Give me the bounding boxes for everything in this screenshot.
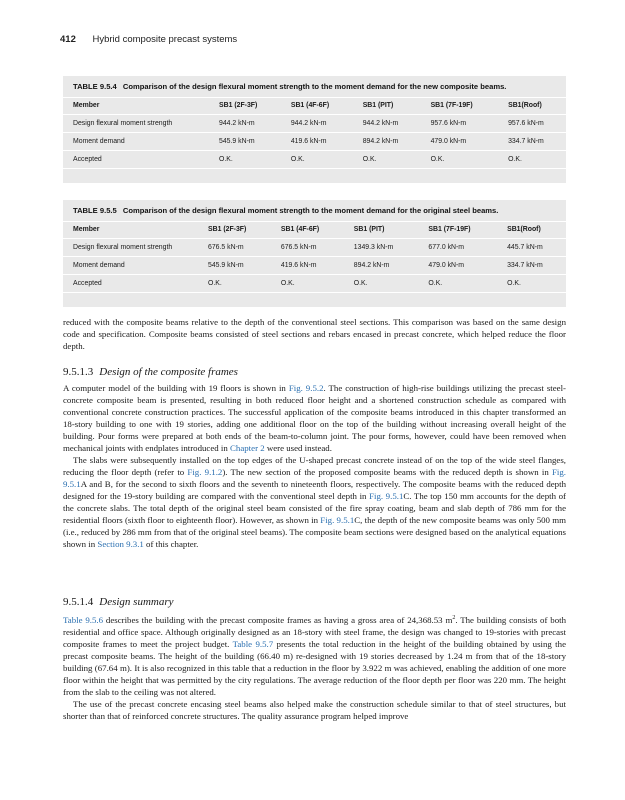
- chapter-link[interactable]: Chapter 2: [230, 443, 265, 453]
- table-cell: 479.0 kN-m: [421, 133, 499, 151]
- column-header: SB1 (2F-3F): [198, 222, 271, 239]
- text-run: presents the total reduction in the height of the building obtained by using the precast composite beams. The height of the building (66.40 m) re-designed with 19 stories decreased by 1.24 m from that of the 18-story building (67.64 m). It is also recognized in this table that a reduction in the floor by 3.922 m was achieved, enabling the addition of one more floor within the height that was permitted by the city regulations. The average reduction of the floor depth per floor was 220 mm. The height from the slab to the ceiling was not altered.: [63, 638, 566, 697]
- table-cell: 334.7 kN-m: [498, 133, 566, 151]
- table-cell: 419.6 kN-m: [271, 257, 344, 275]
- table-cell: O.K.: [198, 275, 271, 293]
- section-title: Design of the composite frames: [99, 366, 238, 378]
- figure-link[interactable]: Fig. 9.1.2: [187, 467, 223, 477]
- table-caption-text: Comparison of the design flexural moment strength to the moment demand for the original steel beams.: [122, 206, 499, 215]
- paragraph: [63, 454, 566, 550]
- column-header: SB1(Roof): [498, 98, 566, 115]
- text-run: The slabs were subsequently installed on the top edges of the U-shaped precast concrete instead of on the top of the wide steel flanges, reducing the floor depth (refer to: [63, 455, 566, 477]
- table-cell: O.K.: [271, 275, 344, 293]
- table-cell: O.K.: [344, 275, 419, 293]
- table-cell: O.K.: [353, 151, 421, 169]
- table-9-5-4: [63, 76, 566, 183]
- table-row: [63, 275, 566, 293]
- table-cell: 944.2 kN-m: [353, 115, 421, 133]
- column-header: SB1 (7F-19F): [418, 222, 497, 239]
- column-header: SB1(Roof): [497, 222, 566, 239]
- intro-paragraph-block: [63, 316, 566, 352]
- table-caption-text: Comparison of the design flexural moment strength to the moment demand for the new composite beams.: [122, 82, 507, 91]
- text-run: . The construction of high-rise buildings utilizing the precast steel-concrete composite beam is presented, resulting in both reduced floor height and a shortened construction schedule as compared with conventional concrete construction practices. The successful application of the composite beams introduced in this chapter transformed an 18-story building to one with 19 stories, adding one additional floor on the top of the building without increasing overall height of the building. Pour forms were prepared at both ends of the beam-to-column joint. The pour forms, however, could have been removed when mechanical joints with endplates introduced in: [63, 383, 566, 453]
- table-label: TABLE 9.5.5: [73, 206, 117, 215]
- table-cell: O.K.: [498, 151, 566, 169]
- section-title: Design summary: [99, 596, 174, 608]
- text-run: ). The new section of the proposed composite beams with the reduced depth is shown in: [222, 467, 552, 477]
- section-heading-9-5-1-4: [63, 596, 174, 608]
- table-cell: 545.9 kN-m: [209, 133, 281, 151]
- figure-link[interactable]: Fig. 9.5.1: [320, 515, 355, 525]
- table-cell: 894.2 kN-m: [344, 257, 419, 275]
- column-header: Member: [63, 222, 198, 239]
- table-cell: 676.5 kN-m: [198, 239, 271, 257]
- table-header-row: [63, 98, 566, 115]
- table-row: [63, 133, 566, 151]
- table-cell: Design flexural moment strength: [63, 239, 198, 257]
- paragraph: [63, 612, 566, 698]
- section-number: 9.5.1.3: [63, 366, 94, 378]
- text-run: A and B, for the second to sixth floors and the seventh to nineteenth floors, respectively. The composite beams with the reduced depth designed for the 19-story building are compared with the conventional steel depth in: [63, 479, 566, 501]
- text-run: . The building consists of both residential and office space. Although originally designed as an 18-story with steel frame, the design was changed to 19-stories with precast composite frames to meet the project budget.: [63, 614, 566, 649]
- table-row: [63, 151, 566, 169]
- superscript: 2: [452, 615, 456, 621]
- section-number: 9.5.1.4: [63, 596, 94, 608]
- table-footer-spacer: [63, 169, 566, 183]
- table-cell: O.K.: [281, 151, 353, 169]
- table-row: [63, 257, 566, 275]
- table-row: [63, 115, 566, 133]
- column-header: SB1 (PIT): [344, 222, 419, 239]
- table-cell: 419.6 kN-m: [281, 133, 353, 151]
- paragraph: The use of the precast concrete encasing steel beams also helped make the construction schedule similar to that of steel structures, but shorter than that of reinforced concrete structures. The quality assurance program helped improve: [63, 698, 566, 721]
- text-run: of this chapter.: [143, 539, 199, 549]
- table-cell: 957.6 kN-m: [421, 115, 499, 133]
- table-footer-spacer: [63, 293, 566, 307]
- table-cell: O.K.: [209, 151, 281, 169]
- section-body-9-5-1-4: [63, 612, 566, 722]
- table-cell: 944.2 kN-m: [281, 115, 353, 133]
- section-body-9-5-1-3: [63, 382, 566, 550]
- table-row: [63, 239, 566, 257]
- paragraph: reduced with the composite beams relative to the depth of the conventional steel sections. This comparison was based on the same design code and specification. Composite beams consisted of steel sections and rebars encased in precast concrete, which helped reduce the floor depth.: [63, 317, 566, 351]
- section-link[interactable]: Section 9.3.1: [97, 539, 144, 549]
- text-run: C. The top 150 mm accounts for the depth of the concrete slabs. The total depth of the original steel beam consisted of the fire spray coating, beam and slab depth of 786 mm for the residential floors (sixth floor to eighteenth floor). However, as shown in: [63, 491, 566, 525]
- figure-link[interactable]: Fig. 9.5.2: [288, 383, 324, 393]
- page-number: 412: [60, 34, 76, 45]
- table-cell: Moment demand: [63, 257, 198, 275]
- column-header: SB1 (4F-6F): [271, 222, 344, 239]
- table-cell: 894.2 kN-m: [353, 133, 421, 151]
- table-cell: O.K.: [421, 151, 499, 169]
- table-cell: 676.5 kN-m: [271, 239, 344, 257]
- table-cell: 944.2 kN-m: [209, 115, 281, 133]
- text-run: describes the building with the precast composite frames as having a gross area of 24,368.53 m: [103, 614, 453, 625]
- column-header: SB1 (2F-3F): [209, 98, 281, 115]
- table-cell: Moment demand: [63, 133, 209, 151]
- table-cell: 677.0 kN-m: [418, 239, 497, 257]
- table-caption: [63, 76, 566, 97]
- table-cell: O.K.: [497, 275, 566, 293]
- running-title: Hybrid composite precast systems: [92, 34, 238, 45]
- table-cell: Accepted: [63, 275, 198, 293]
- table-cell: 545.9 kN-m: [198, 257, 271, 275]
- table-cell: 334.7 kN-m: [497, 257, 566, 275]
- table-link[interactable]: Table 9.5.6: [63, 614, 104, 625]
- column-header: SB1 (7F-19F): [421, 98, 499, 115]
- paragraph: [63, 382, 566, 454]
- section-heading-9-5-1-3: [63, 366, 238, 378]
- table-link[interactable]: Table 9.5.7: [232, 638, 274, 649]
- column-header: SB1 (PIT): [353, 98, 421, 115]
- table-header-row: [63, 222, 566, 239]
- column-header: Member: [63, 98, 209, 115]
- running-header: [60, 34, 237, 45]
- table-cell: 479.0 kN-m: [418, 257, 497, 275]
- table-cell: 957.6 kN-m: [498, 115, 566, 133]
- table-9-5-5: [63, 200, 566, 307]
- figure-link[interactable]: Fig. 9.5.1: [369, 491, 404, 501]
- table-cell: 1349.3 kN-m: [344, 239, 419, 257]
- column-header: SB1 (4F-6F): [281, 98, 353, 115]
- table-cell: O.K.: [418, 275, 497, 293]
- table-cell: Accepted: [63, 151, 209, 169]
- text-run: were used instead.: [264, 443, 332, 453]
- text-run: A computer model of the building with 19 floors is shown in: [63, 383, 289, 393]
- table-cell: Design flexural moment strength: [63, 115, 209, 133]
- figure-link[interactable]: Fig. 9.5.1: [63, 467, 566, 489]
- text-run: C, the depth of the new composite beams was only 500 mm (i.e., reduced by 286 mm from that of the original steel beams). The composite beam sections were designed based on the analytical equations shown in: [63, 515, 566, 549]
- table-caption: [63, 200, 566, 221]
- table-label: TABLE 9.5.4: [73, 82, 117, 91]
- table-cell: 445.7 kN-m: [497, 239, 566, 257]
